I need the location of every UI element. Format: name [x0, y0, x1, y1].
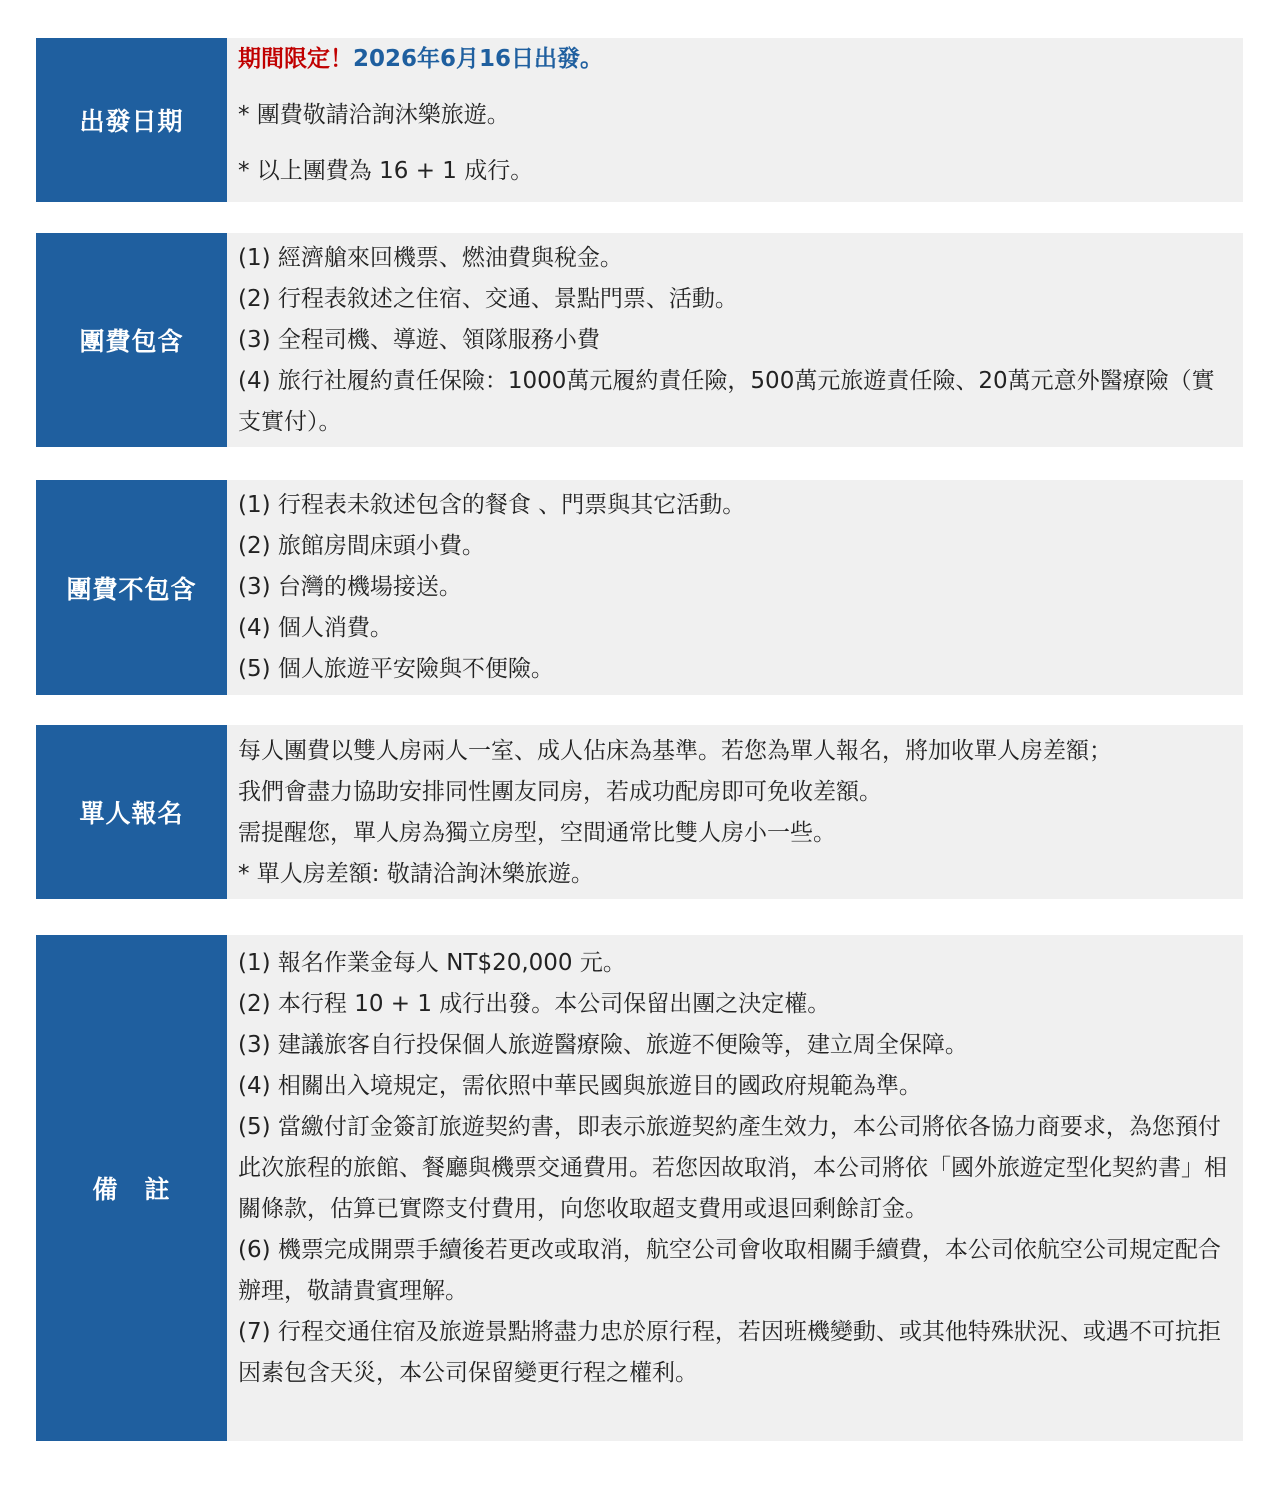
single-line: 每人團費以雙人房兩人一室、成人佔床為基準。若您為單人報名，將加收單人房差額；	[238, 738, 1112, 764]
departure-label: 出發日期	[36, 38, 227, 202]
single-line: * 單人房差額: 敬請洽詢沐樂旅遊。	[238, 861, 594, 887]
includes-line: (1) 經濟艙來回機票、燃油費與稅金。	[238, 245, 623, 271]
single-line: 我們會盡力協助安排同性團友同房，若成功配房即可免收差額。	[238, 779, 882, 805]
departure-section	[36, 38, 1243, 202]
notes-line: (4) 相關出入境規定，需依照中華民國與旅遊目的國政府規範為準。	[238, 1073, 922, 1099]
departure-content	[227, 38, 1243, 202]
notes-line: (2) 本行程 10 + 1 成行出發。本公司保留出團之決定權。	[238, 991, 831, 1017]
includes-line: (3) 全程司機、導遊、領隊服務小費	[238, 327, 600, 353]
notes-label: 備 註	[36, 935, 227, 1441]
notes-section	[36, 935, 1243, 1441]
notes-line: (5) 當繳付訂金簽訂旅遊契約書，即表示旅遊契約產生效力，本公司將依各協力商要求，為您預付此次旅程的旅館、餐廳與機票交通費用。若您因故取消，本公司將依「國外旅遊定型化契約書」相關條款，估算已實際支付費用，向您收取超支費用或退回剩餘訂金。	[238, 1114, 1227, 1222]
promo-prefix: 期間限定！	[238, 46, 353, 72]
includes-line: (4) 旅行社履約責任保險：1000萬元履約責任險，500萬元旅遊責任險、20萬元意外醫療險（實支實付）。	[238, 368, 1215, 435]
excludes-line: (4) 個人消費。	[238, 615, 393, 641]
notes-line: (3) 建議旅客自行投保個人旅遊醫療險、旅遊不便險等，建立周全保障。	[238, 1032, 968, 1058]
departure-promo	[238, 44, 1237, 74]
includes-line: (2) 行程表敘述之住宿、交通、景點門票、活動。	[238, 286, 738, 312]
notes-line: (1) 報名作業金每人 NT$20,000 元。	[238, 950, 626, 976]
excludes-line: (1) 行程表未敘述包含的餐食 、門票與其它活動。	[238, 492, 746, 518]
single-line: 需提醒您，單人房為獨立房型，空間通常比雙人房小一些。	[238, 820, 836, 846]
notes-line: (6) 機票完成開票手續後若更改或取消，航空公司會收取相關手續費，本公司依航空公司規定配合辦理，敬請貴賓理解。	[238, 1237, 1221, 1304]
single-label: 單人報名	[36, 725, 227, 899]
single-content	[227, 725, 1243, 899]
excludes-content	[227, 480, 1243, 695]
excludes-line: (5) 個人旅遊平安險與不便險。	[238, 656, 554, 682]
includes-content	[227, 233, 1243, 447]
single-section	[36, 725, 1243, 899]
excludes-section	[36, 480, 1243, 695]
excludes-line: (2) 旅館房間床頭小費。	[238, 533, 485, 559]
includes-section	[36, 233, 1243, 447]
promo-date: 2026年6月16日出發。	[353, 46, 604, 72]
includes-label: 團費包含	[36, 233, 227, 447]
departure-line: * 以上團費為 16 + 1 成行。	[238, 158, 534, 184]
departure-line: * 團費敬請洽詢沐樂旅遊。	[238, 102, 510, 128]
notes-line: (7) 行程交通住宿及旅遊景點將盡力忠於原行程，若因班機變動、或其他特殊狀況、或遇不可抗拒因素包含天災，本公司保留變更行程之權利。	[238, 1319, 1221, 1386]
excludes-line: (3) 台灣的機場接送。	[238, 574, 462, 600]
notes-content	[227, 935, 1243, 1441]
excludes-label: 團費不包含	[36, 480, 227, 695]
